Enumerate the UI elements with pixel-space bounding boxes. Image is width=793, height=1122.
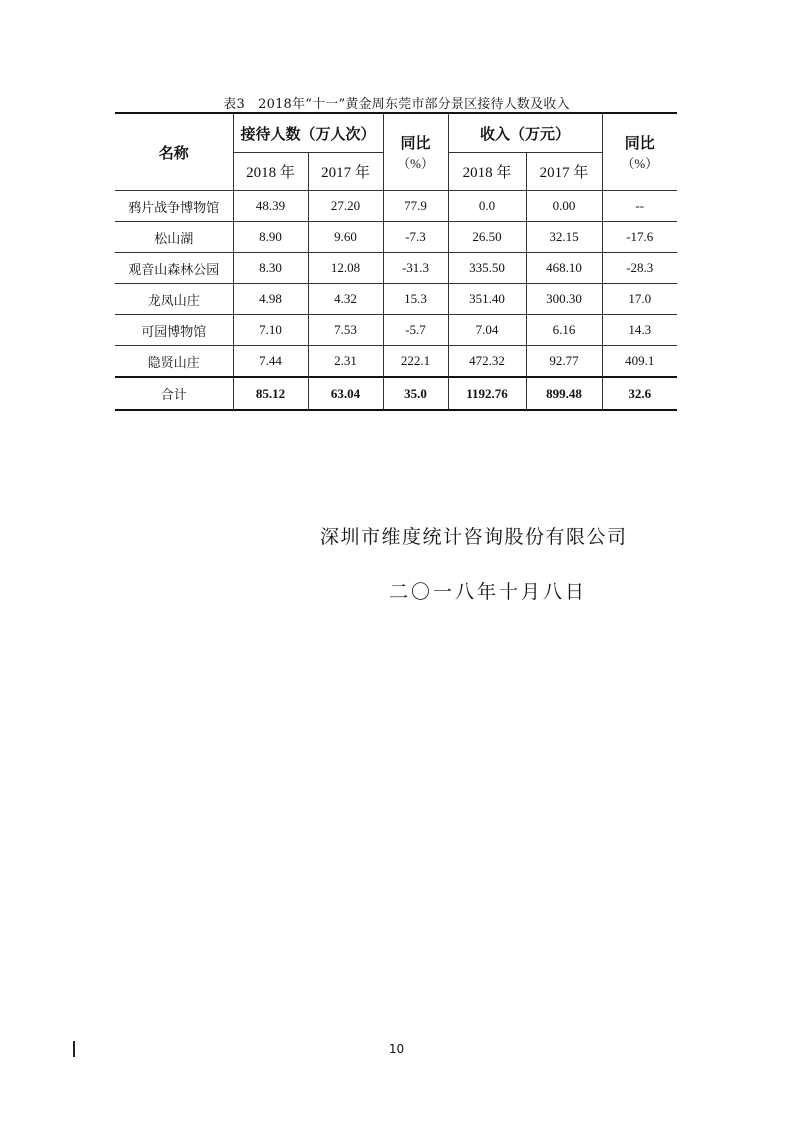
cell-income-2017: 92.77 [526,346,602,378]
cell-income-2018: 351.40 [448,284,526,315]
cell-income-yoy: -17.6 [602,222,677,253]
cell-name: 可园博物馆 [115,315,233,346]
cell-name: 隐贤山庄 [115,346,233,378]
header-income-yoy [602,113,677,191]
cell-income-yoy: 17.0 [602,284,677,315]
cell-income-2018: 335.50 [448,253,526,284]
header-income-2018: 2018 年 [448,153,526,191]
cell-income-2017: 300.30 [526,284,602,315]
table-row [115,315,677,346]
cell-visitors-2017: 4.32 [308,284,383,315]
header-yoy-unit: （%） [397,156,434,171]
cell-name: 龙凤山庄 [115,284,233,315]
cell-visitors-yoy: -5.7 [383,315,448,346]
cell-visitors-2018: 7.44 [233,346,308,378]
cell-income-2018: 7.04 [448,315,526,346]
cell-total-visitors-2017: 63.04 [308,377,383,410]
header-income: 收入（万元） [448,113,602,153]
header-visitors: 接待人数（万人次） [233,113,383,153]
table-row [115,222,677,253]
report-date: 二〇一八年十月八日 [389,581,588,603]
cell-total-visitors-2018: 85.12 [233,377,308,410]
cell-visitors-2017: 2.31 [308,346,383,378]
header-visitors-yoy [383,113,448,191]
header-name: 名称 [115,113,233,191]
cell-total-visitors-yoy: 35.0 [383,377,448,410]
table-row [115,253,677,284]
cell-visitors-2018: 7.10 [233,315,308,346]
company-signature: 深圳市维度统计咨询股份有限公司 [320,526,628,548]
header-yoy-unit: （%） [621,156,659,171]
page-number: 10 [388,1042,405,1056]
cell-name: 观音山森林公园 [115,253,233,284]
cell-income-2018: 472.32 [448,346,526,378]
cell-income-yoy: 14.3 [602,315,677,346]
cell-visitors-yoy: -31.3 [383,253,448,284]
cell-income-yoy: 409.1 [602,346,677,378]
cell-total-label: 合计 [115,377,233,410]
cell-total-income-2017: 899.48 [526,377,602,410]
cell-visitors-2018: 8.90 [233,222,308,253]
cell-income-2017: 0.00 [526,191,602,222]
cell-visitors-2018: 48.39 [233,191,308,222]
cell-visitors-2017: 9.60 [308,222,383,253]
cell-visitors-2018: 4.98 [233,284,308,315]
cell-income-2017: 468.10 [526,253,602,284]
cell-visitors-yoy: 15.3 [383,284,448,315]
scenic-spots-table [115,112,677,411]
cell-name: 松山湖 [115,222,233,253]
header-income-2017: 2017 年 [526,153,602,191]
table-row [115,191,677,222]
table-row [115,284,677,315]
cell-visitors-2017: 7.53 [308,315,383,346]
cell-income-yoy: -- [602,191,677,222]
cell-visitors-2017: 27.20 [308,191,383,222]
cell-total-income-2018: 1192.76 [448,377,526,410]
header-visitors-2017: 2017 年 [308,153,383,191]
table-row [115,346,677,378]
table-total-row [115,377,677,410]
header-yoy-label: 同比 [400,136,431,152]
cell-income-2018: 0.0 [448,191,526,222]
cell-income-yoy: -28.3 [602,253,677,284]
table-caption: 表3 2018年“十一”黄金周东莞市部分景区接待人数及收入 [223,97,570,112]
cell-name: 鸦片战争博物馆 [115,191,233,222]
cell-visitors-yoy: 77.9 [383,191,448,222]
cell-visitors-2017: 12.08 [308,253,383,284]
cell-visitors-yoy: 222.1 [383,346,448,378]
cell-visitors-2018: 8.30 [233,253,308,284]
header-yoy-label: 同比 [624,136,655,152]
cell-income-2017: 6.16 [526,315,602,346]
header-visitors-2018: 2018 年 [233,153,308,191]
cell-total-income-yoy: 32.6 [602,377,677,410]
cell-income-2017: 32.15 [526,222,602,253]
cell-income-2018: 26.50 [448,222,526,253]
cell-visitors-yoy: -7.3 [383,222,448,253]
